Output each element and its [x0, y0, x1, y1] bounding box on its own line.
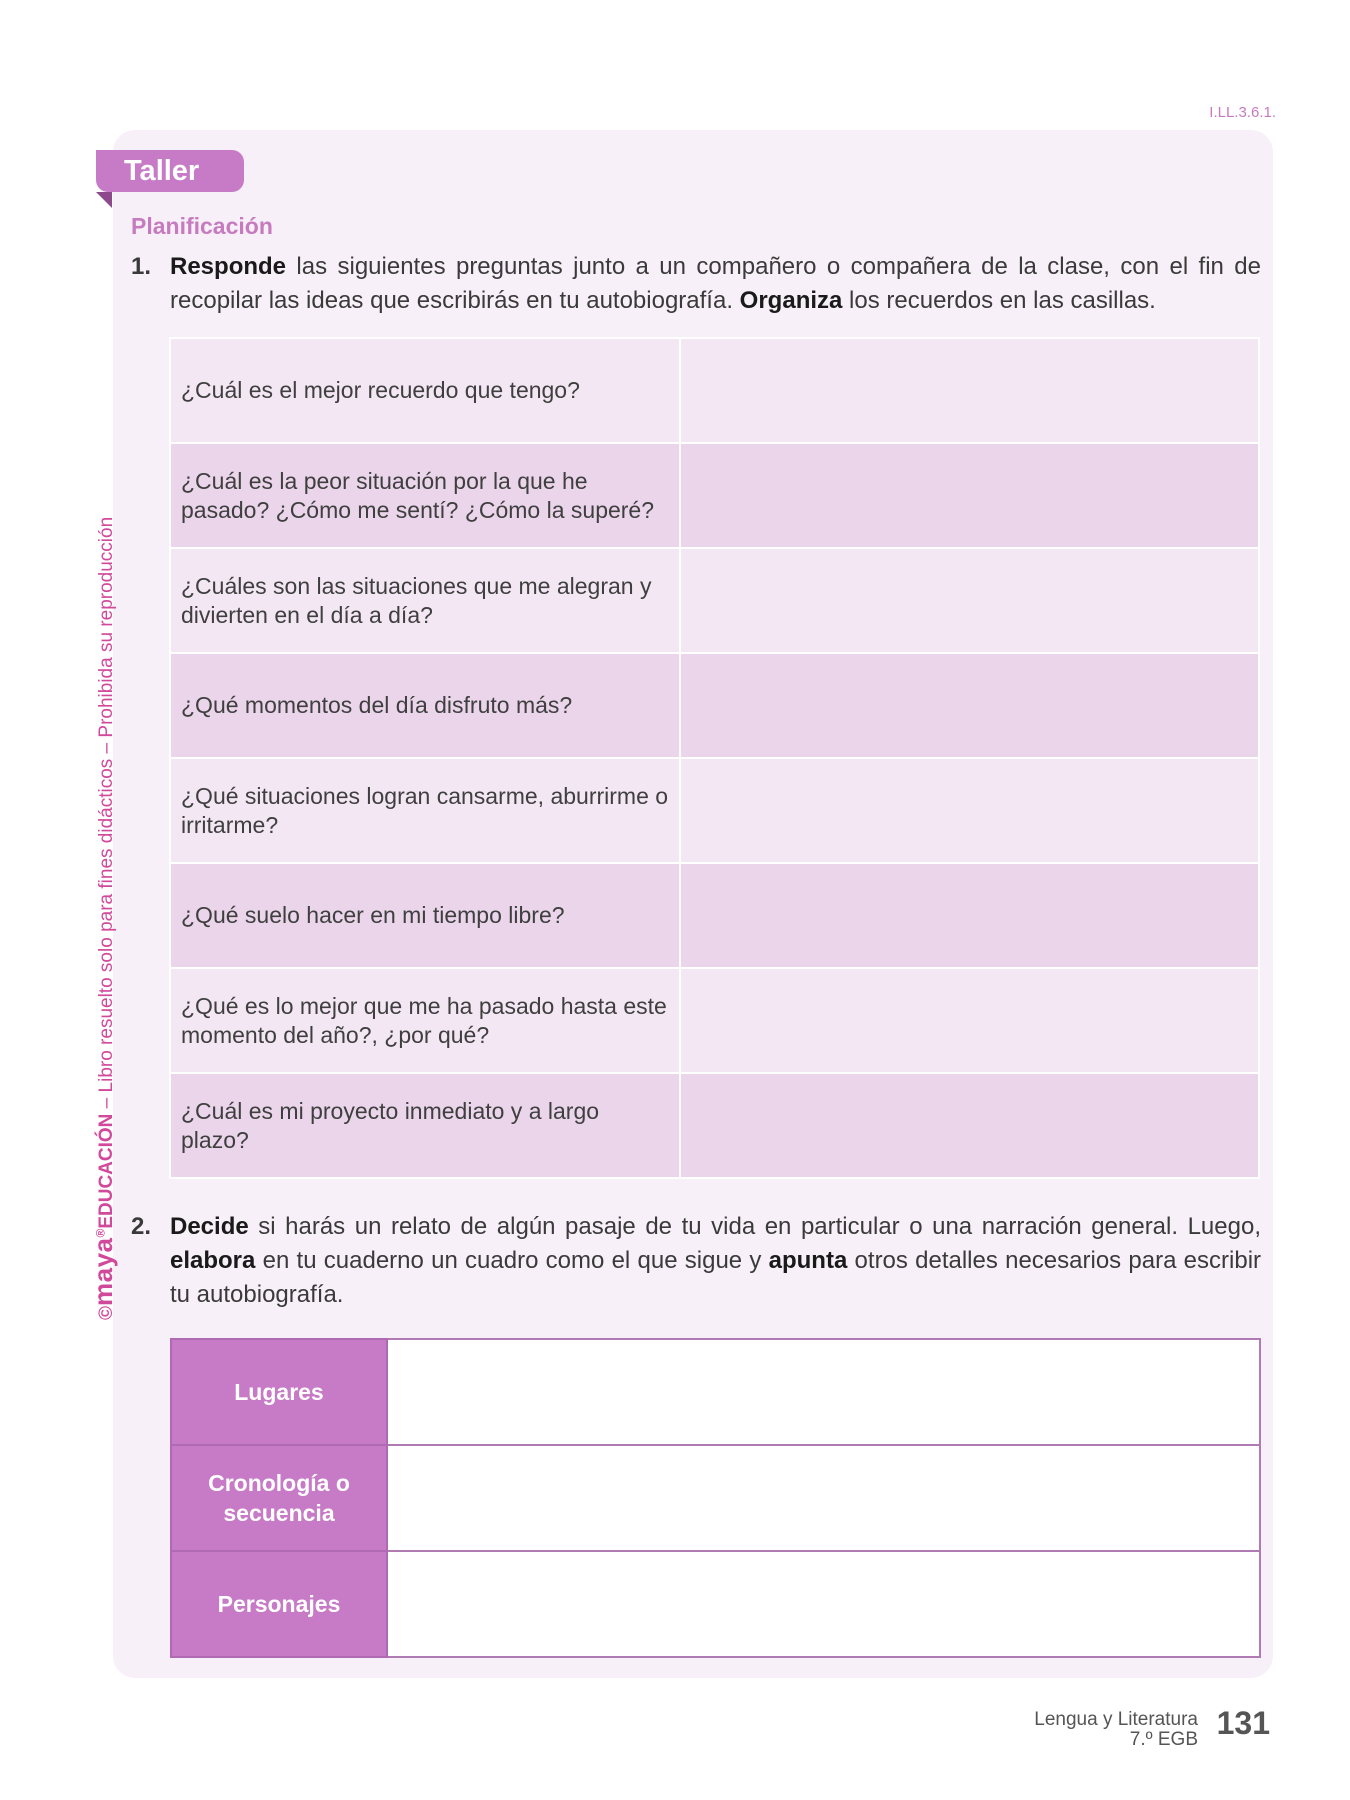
answer-cell[interactable] — [680, 548, 1259, 653]
answer-cell[interactable] — [680, 653, 1259, 758]
question-cell: ¿Cuál es el mejor recuerdo que tengo? — [170, 338, 680, 443]
questions-table — [169, 337, 1260, 1179]
table-row — [170, 653, 1259, 758]
answer-cell[interactable] — [680, 1073, 1259, 1178]
item-1-text-b: los recuerdos en las casillas. — [842, 287, 1156, 314]
item-1-instructions — [131, 250, 1261, 318]
table-row — [170, 968, 1259, 1073]
item-1-number: 1. — [131, 253, 152, 280]
section-title: Planificación — [131, 213, 273, 239]
indicator-code: I.LL.3.6.1. — [1209, 104, 1276, 121]
footer-subject — [1034, 1710, 1198, 1750]
item-2-number: 2. — [131, 1213, 152, 1240]
question-cell: ¿Qué situaciones logran cansarme, aburrirme o irritarme? — [170, 758, 680, 863]
item-1-verb-organiza: Organiza — [739, 287, 843, 314]
copyright-side-notice — [88, 517, 119, 1320]
answer-cell[interactable] — [680, 968, 1259, 1073]
answer-cell[interactable] — [680, 338, 1259, 443]
table-row — [171, 1551, 1260, 1657]
item-2-verb-apunta: apunta — [768, 1247, 848, 1274]
question-cell: ¿Cuál es la peor situación por la que he pasado? ¿Cómo me sentí? ¿Cómo la superé? — [170, 443, 680, 548]
question-cell: ¿Qué es lo mejor que me ha pasado hasta este momento del año?, ¿por qué? — [170, 968, 680, 1073]
table-row — [170, 863, 1259, 968]
company-name: EDUCACIÓN — [96, 1113, 117, 1229]
details-value-cell[interactable] — [387, 1551, 1260, 1657]
question-cell: ¿Qué momentos del día disfruto más? — [170, 653, 680, 758]
details-table — [170, 1338, 1261, 1658]
item-2-instructions — [131, 1210, 1261, 1312]
copyright-symbol: © — [96, 1306, 117, 1320]
subject-name: Lengua y Literatura — [1034, 1709, 1198, 1730]
tab-fold-decoration — [96, 192, 112, 208]
details-value-cell[interactable] — [387, 1445, 1260, 1551]
question-cell: ¿Cuál es mi proyecto inmediato y a largo plazo? — [170, 1073, 680, 1178]
question-cell: ¿Cuáles son las situaciones que me alegran y divierten en el día a día? — [170, 548, 680, 653]
item-1-text-a: las siguientes preguntas junto a un compañero o compañera de la clase, con el fin de recopilar las ideas que escribirás en tu autobiografía. — [170, 253, 1261, 314]
workshop-tab: Taller — [96, 150, 244, 192]
details-header-cell: Cronología o secuencia — [171, 1445, 387, 1551]
answer-cell[interactable] — [680, 443, 1259, 548]
table-row — [170, 548, 1259, 653]
table-row — [171, 1339, 1260, 1445]
table-row — [170, 1073, 1259, 1178]
item-1-verb-responde: Responde — [170, 253, 287, 280]
item-2-text-c: otros detalles necesarios para escribir tu autobiografía. — [170, 1247, 1262, 1308]
details-header-cell: Lugares — [171, 1339, 387, 1445]
item-2-text-a: si harás un relato de algún pasaje de tu vida en particular o una narración general. Luego, — [248, 1213, 1261, 1240]
table-row — [170, 443, 1259, 548]
brand-logo-text: maya — [88, 1237, 118, 1306]
table-row — [170, 338, 1259, 443]
item-2-text-b: en tu cuaderno un cuadro como el que sigue y — [255, 1247, 769, 1274]
answer-cell[interactable] — [680, 863, 1259, 968]
answer-cell[interactable] — [680, 758, 1259, 863]
notice-text: – Libro resuelto solo para fines didácticos – Prohibida su reproducción — [96, 516, 117, 1114]
question-cell: ¿Qué suelo hacer en mi tiempo libre? — [170, 863, 680, 968]
registered-mark: ® — [93, 1228, 108, 1238]
details-header-cell: Personajes — [171, 1551, 387, 1657]
page-number: 131 — [1216, 1705, 1270, 1741]
item-2-verb-decide: Decide — [170, 1213, 249, 1240]
grade-label: 7.º EGB — [1129, 1729, 1198, 1750]
table-row — [170, 758, 1259, 863]
details-value-cell[interactable] — [387, 1339, 1260, 1445]
item-2-verb-elabora: elabora — [170, 1247, 256, 1274]
table-row — [171, 1445, 1260, 1551]
